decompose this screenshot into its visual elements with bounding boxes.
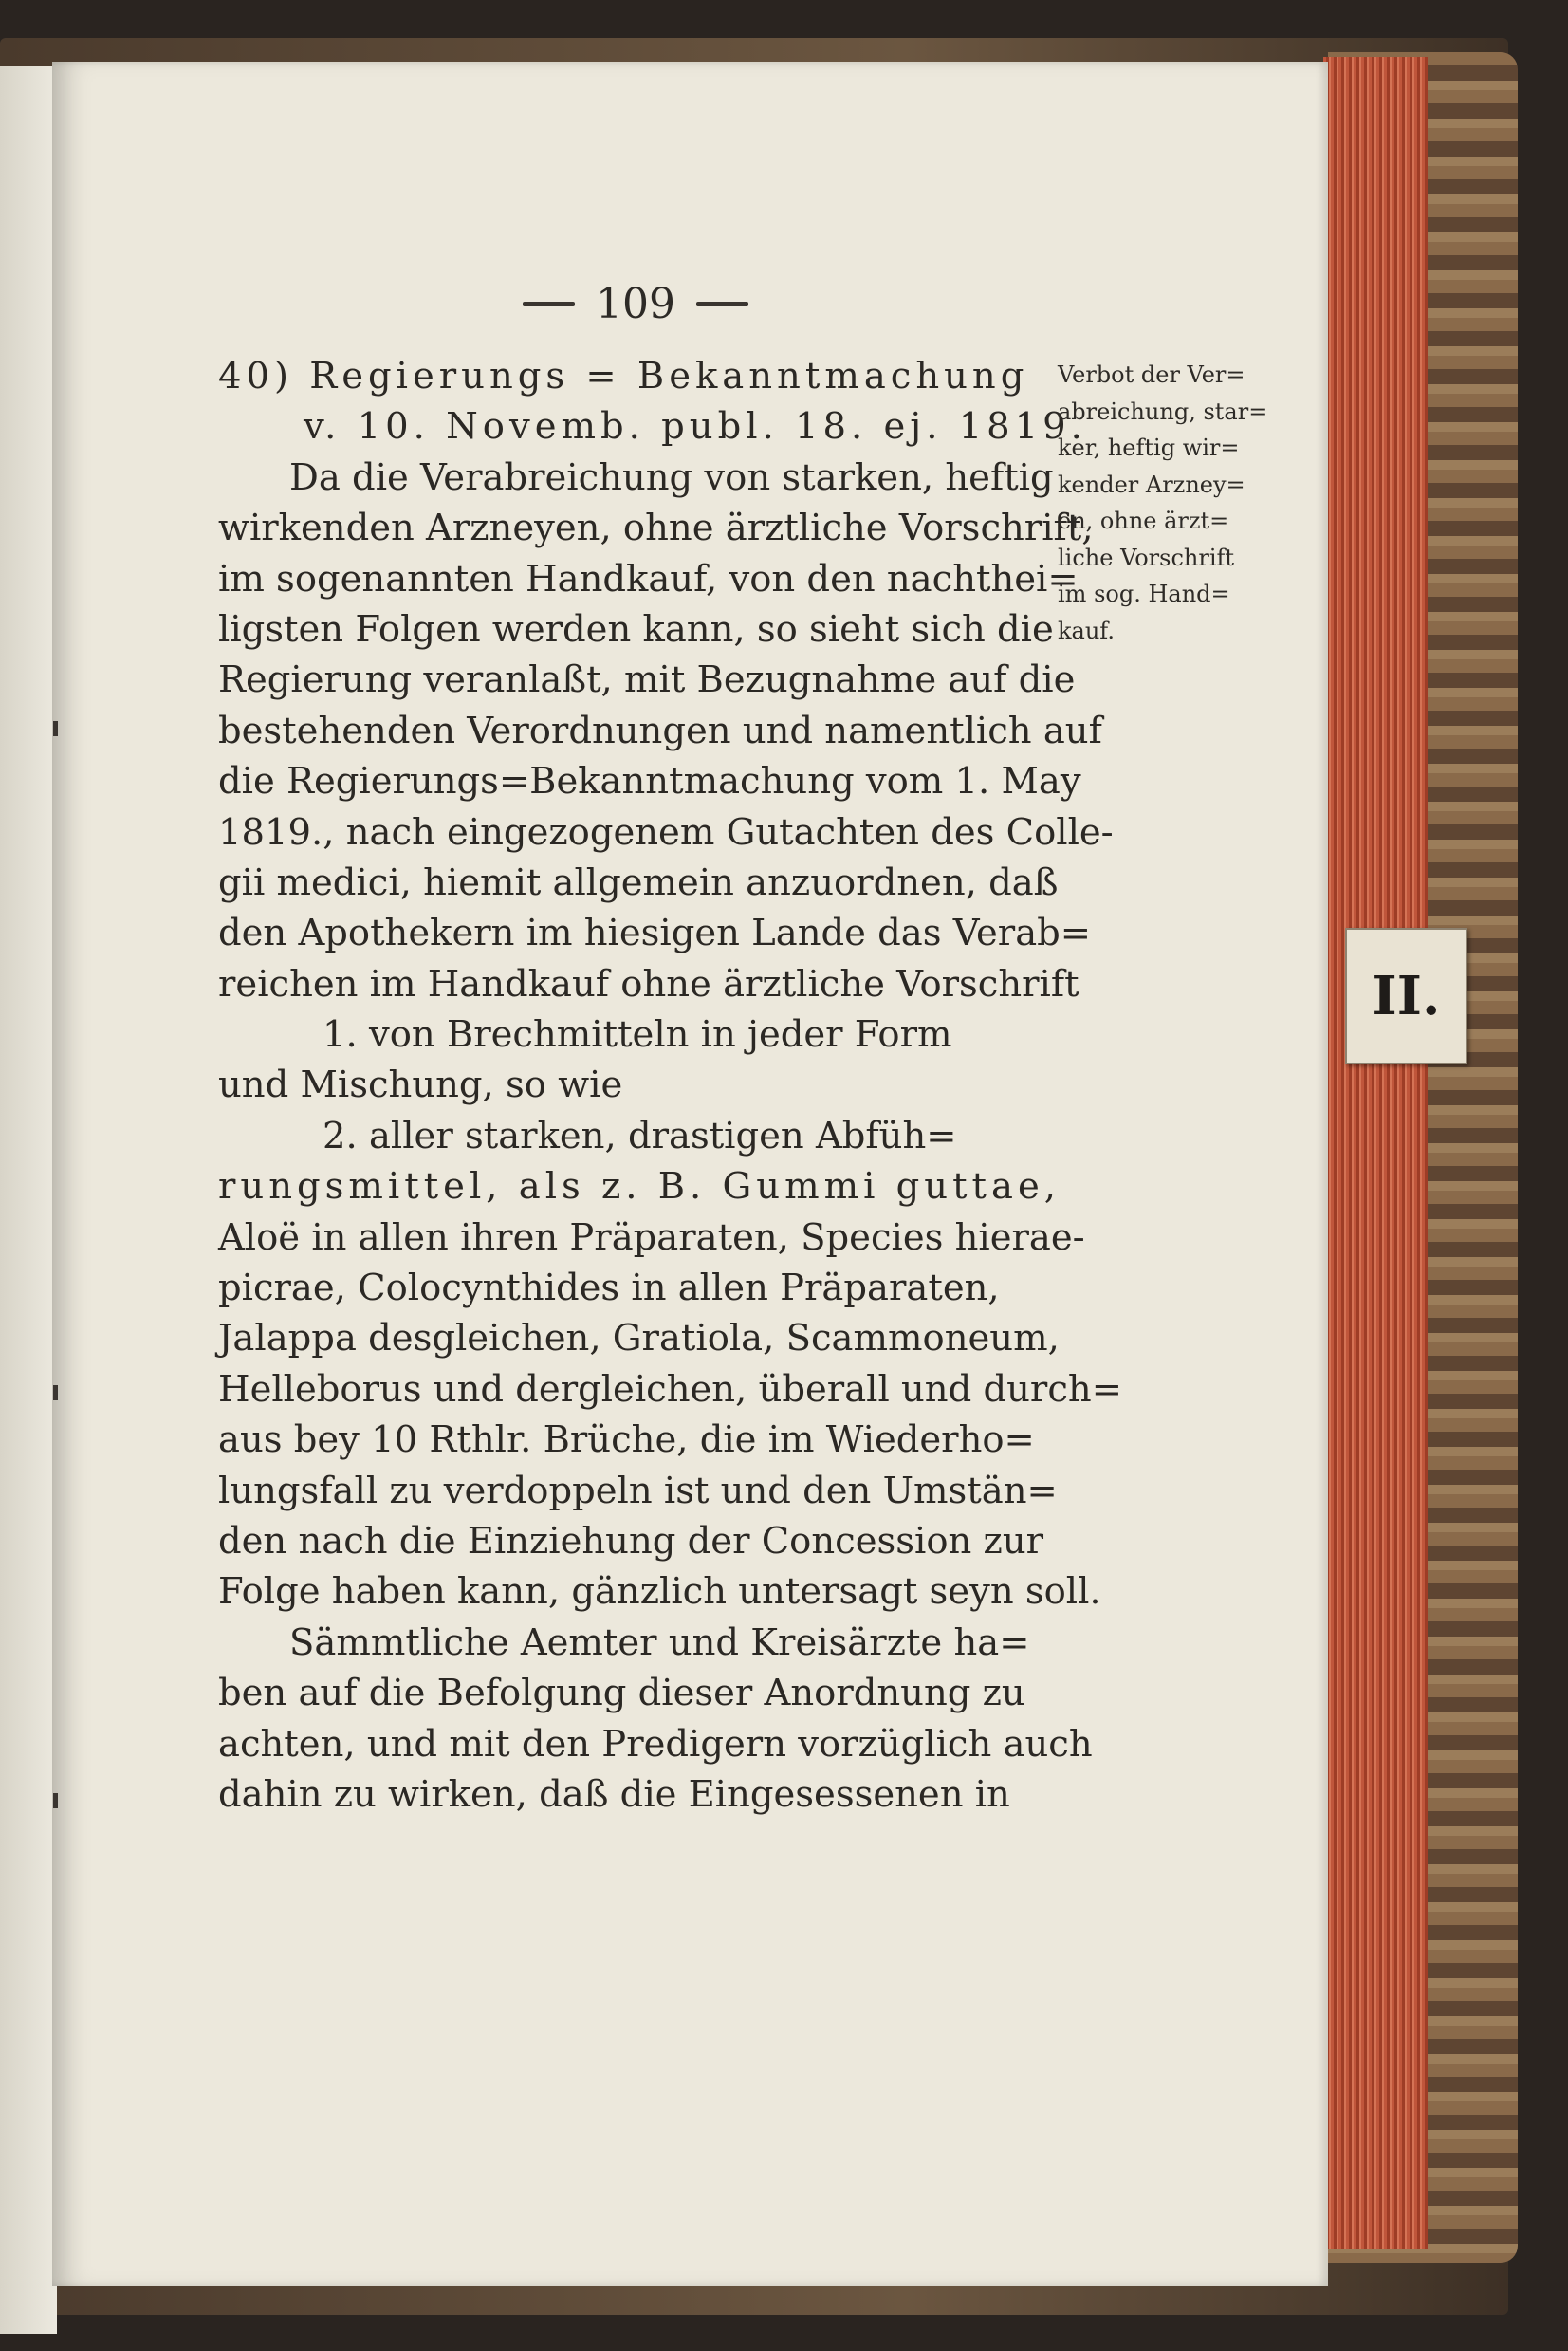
text-line: Jalappa desgleichen, Gratiola, Scammoneum, [218, 1317, 1060, 1361]
text-line: 1. von Brechmitteln in jeder Form [323, 1013, 952, 1057]
text-line: Sämmtliche Aemter und Kreisärzte ha= [289, 1620, 1030, 1664]
margin-note-line: en, ohne ärzt= [1058, 508, 1229, 534]
margin-note-line: Verbot der Ver= [1058, 361, 1245, 388]
left-page-edge [0, 66, 57, 2334]
margin-mark [53, 1793, 58, 1808]
margin-mark [53, 721, 58, 736]
header-dash [523, 302, 575, 306]
text-line: ligsten Folgen werden kann, so sieht sich die [218, 607, 1054, 651]
section-tab[interactable]: II. [1345, 928, 1467, 1064]
text-line: v. 10. Novemb. publ. 18. ej. 1819. [304, 405, 1087, 449]
margin-note [1058, 357, 1285, 649]
text-line: den Apothekern im hiesigen Lande das Verab= [218, 912, 1092, 955]
text-line: Da die Verabreichung von starken, heftig [289, 455, 1054, 499]
text-line: ben auf die Befolgung dieser Anordnung zu [218, 1672, 1025, 1715]
text-line: dahin zu wirken, daß die Eingesessenen in [218, 1772, 1010, 1816]
margin-note-line: kauf. [1058, 617, 1115, 644]
text-line: wirkenden Arzneyen, ohne ärztliche Vorschrift, [218, 507, 1094, 550]
margin-note-line: im sog. Hand= [1058, 581, 1230, 607]
text-line: bestehenden Verordnungen und namentlich auf [218, 709, 1102, 752]
margin-note-line: liche Vorschrift [1058, 544, 1235, 571]
margin-mark [53, 1385, 58, 1400]
text-line: und Mischung, so wie [218, 1064, 623, 1107]
page-header [493, 275, 778, 332]
text-line: aus bey 10 Rthlr. Brüche, die im Wiederho= [218, 1418, 1035, 1462]
text-line: Regierung veranlaßt, mit Bezugnahme auf die [218, 658, 1076, 702]
header-dash [696, 302, 748, 306]
page-edges [1323, 57, 1428, 2249]
text-line: im sogenannten Handkauf, von den nachthei= [218, 557, 1079, 601]
text-line: gii medici, hiemit allgemein anzuordnen, daß [218, 861, 1059, 904]
text-line: picrae, Colocynthides in allen Präparaten, [218, 1267, 1000, 1310]
text-line: reichen im Handkauf ohne ärztliche Vorschrift [218, 962, 1079, 1006]
margin-note-line: ker, heftig wir= [1058, 435, 1240, 461]
text-line: Aloë in allen ihren Präparaten, Species hierae- [218, 1215, 1085, 1259]
margin-note-line: kender Arzney= [1058, 471, 1245, 498]
text-line: lungsfall zu verdoppeln ist und den Umstän= [218, 1469, 1058, 1512]
text-line: Helleborus und dergleichen, überall und durch= [218, 1367, 1122, 1411]
page-number: 109 [596, 279, 675, 328]
body-text [218, 351, 1122, 1820]
text-line: die Regierungs=Bekanntmachung vom 1. May [218, 760, 1081, 804]
text-line: achten, und mit den Predigern vorzüglich auch [218, 1722, 1093, 1766]
margin-note-line: abreichung, star= [1058, 398, 1268, 425]
text-line: 2. aller starken, drastigen Abfüh= [323, 1114, 957, 1157]
text-line: rungsmittel, als z. B. Gummi guttae, [218, 1165, 1061, 1209]
text-line: 40) Regierungs = Bekanntmachung [218, 355, 1029, 398]
text-line: 1819., nach eingezogenem Gutachten des Colle- [218, 810, 1114, 854]
text-line: den nach die Einziehung der Concession zur [218, 1519, 1044, 1563]
text-line: Folge haben kann, gänzlich untersagt seyn soll. [218, 1570, 1101, 1614]
